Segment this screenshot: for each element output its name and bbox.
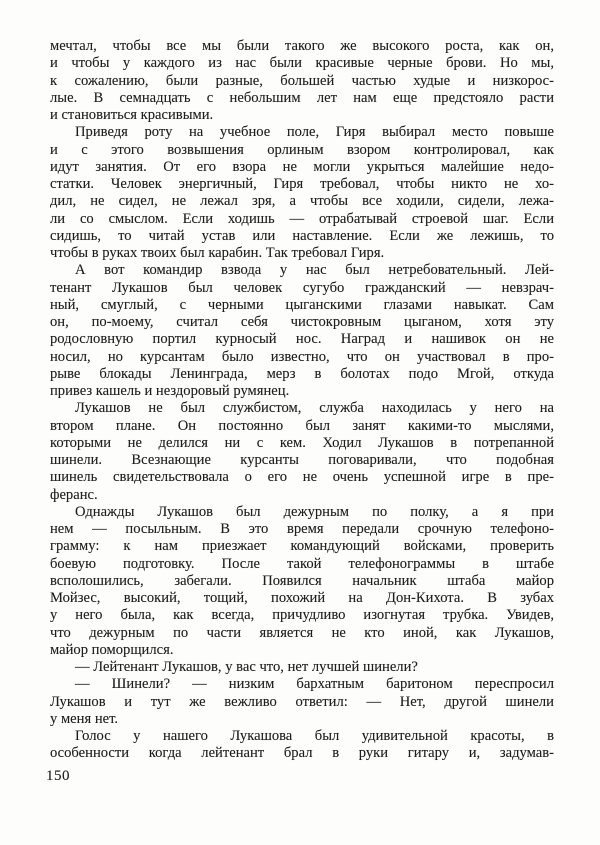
text-line: шинель свидетельствовала о его не очень успешной игре в пре- xyxy=(50,469,554,486)
paragraph xyxy=(50,504,554,659)
text-line: и чтобы у каждого из нас были красивые черные брови. Но мы, xyxy=(50,55,554,72)
text-line: и с этого возвышения орлиным взором контролировал, как xyxy=(50,141,554,158)
text-line: нем — посыльным. В это время передали срочную телефоно- xyxy=(50,521,554,537)
text-line: родословную портил курносый нос. Наград и нашивок он не xyxy=(50,331,554,348)
text-line: грамму: к нам приезжает командующий войсками, проверить xyxy=(50,538,554,555)
text-line: идут занятия. От его взора не могли укрыться малейшие недо- xyxy=(50,158,554,175)
text-line: мечтал, чтобы все мы были такого же высокого роста, как он, xyxy=(50,38,554,54)
text-line: у меня нет. xyxy=(50,710,119,727)
text-line: привез кашель и нездоровый румянец. xyxy=(50,383,290,399)
text-line: втором плане. Он постоянно был занят какими-то мыслями, xyxy=(50,417,554,434)
text-line: которыми не делился ни с кем. Ходил Лукашов в потрепанной xyxy=(50,434,554,451)
text-line: особенности когда лейтенант брал в руки гитару и, задумав- xyxy=(50,745,554,762)
text-line: всполошились, забегали. Появился начальник штаба майор xyxy=(50,572,554,589)
page-text xyxy=(50,38,554,763)
text-line: к сожалению, были разные, большей частью худые и низкорос- xyxy=(50,72,554,89)
text-line: Лукашов и тут же вежливо ответил: — Нет, другой шинели xyxy=(50,693,554,710)
text-line: лые. В семнадцать с небольшим лет нам еще предстояло расти xyxy=(50,89,554,106)
paragraph xyxy=(50,262,554,400)
text-line: он, по-моему, считал себя чистокровным цыганом, хотя эту xyxy=(50,314,554,330)
text-line: носил, но курсантам было известно, что он участвовал в про- xyxy=(50,348,554,365)
text-line: Однажды Лукашов был дежурным по полку, а я при xyxy=(75,503,554,520)
text-line: тенант Лукашов был человек сугубо гражданский — невзрач- xyxy=(50,279,554,296)
text-line: шинели. Всезнающие курсанты поговаривали, что подобная xyxy=(50,452,554,468)
text-line: — Лейтенант Лукашов, у вас что, нет лучшей шинели? xyxy=(75,659,418,675)
text-line: — Шинели? — низким бархатным баритоном переспросил xyxy=(75,676,554,693)
text-line: ный, смуглый, с черными цыганскими глазами навыкат. Сам xyxy=(50,296,554,313)
text-line: Лукашов не был службистом, служба находилась у него на xyxy=(75,400,554,417)
text-line: рыве блокады Ленинграда, мерз в болотах подо Мгой, откуда xyxy=(50,365,554,382)
paragraph xyxy=(50,400,554,504)
paragraph xyxy=(50,38,554,124)
text-line: дил, не сидел, не лежал зря, а чтобы все ходили, сидели, лежа- xyxy=(50,193,554,210)
paragraph xyxy=(50,659,554,676)
text-line: что дежурным по части является не кто иной, как Лукашов, xyxy=(50,624,554,641)
paragraph xyxy=(50,676,554,728)
text-line: Приведя роту на учебное поле, Гиря выбирал место повыше xyxy=(75,124,554,141)
page-number: 150 xyxy=(46,768,70,784)
text-line: ли со смыслом. Если ходишь — отрабатывай строевой шаг. Если xyxy=(50,210,554,227)
text-line: чтобы в руках твоих был карабин. Так требовал Гиря. xyxy=(50,245,385,261)
text-line: и становиться красивыми. xyxy=(50,107,214,123)
text-line: статки. Человек энергичный, Гиря требовал, чтобы никто не хо- xyxy=(50,176,554,192)
text-line: А вот командир взвода у нас был нетребовательный. Лей- xyxy=(75,262,554,279)
text-line: Голос у нашего Лукашова был удивительной красоты, в xyxy=(75,728,554,744)
paragraph xyxy=(50,124,554,262)
text-line: сидишь, то читай устав или наставление. Если же лежишь, то xyxy=(50,227,554,244)
text-line: боевую подготовку. После такой телефонограммы в штабе xyxy=(50,555,554,572)
text-line: Мойзес, высокий, тощий, похожий на Дон-Кихота. В зубах xyxy=(50,590,554,606)
text-line: феранс. xyxy=(50,486,98,503)
paragraph xyxy=(50,728,554,763)
text-line: майор поморщился. xyxy=(50,641,174,658)
text-line: у него была, как всегда, причудливо изогнутая трубка. Увидев, xyxy=(50,607,554,624)
